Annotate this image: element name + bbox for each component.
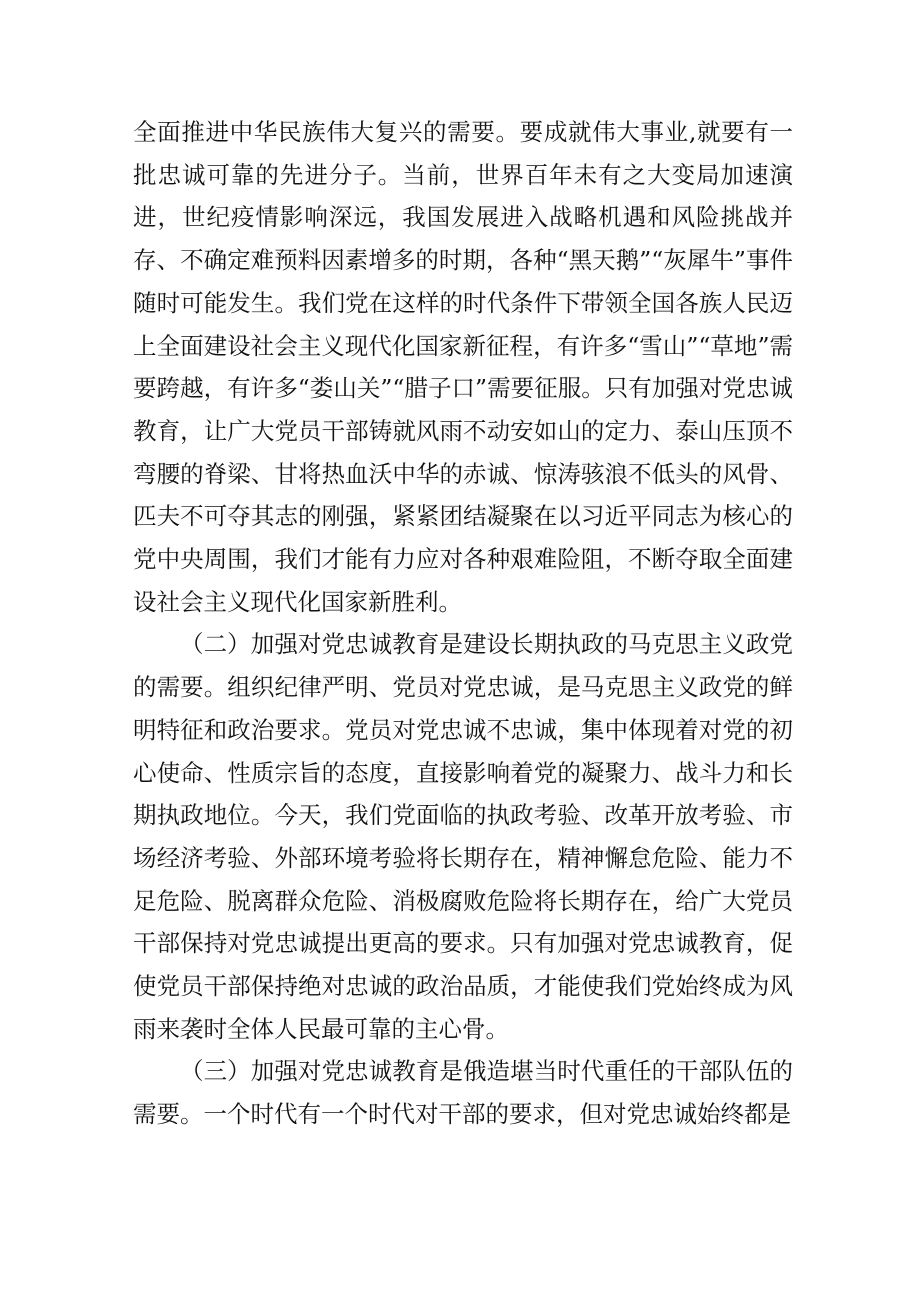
paragraph-2: （二）加强对党忠诚教育是建设长期执政的马克思主义政党的需要。组织纪律严明、党员对党忠诚，是马克思主义政党的鲜明特征和政治要求。党员对党忠诚不忠诚，集中体现着对党的初心使命、性质宗旨的态度，直接影响着党的凝聚力、战斗力和长期执政地位。今天，我们党面临的执政考验、改革开放考验、市场经济考验、外部环境考验将长期存在，精神懈怠危险、能力不足危险、脱离群众危险、消极腐败危险将长期存在，给广大党员干部保持对党忠诚提出更高的要求。只有加强对党忠诚教育，促使党员干部保持绝对忠诚的政治品质，才能使我们党始终成为风雨来袭时全体人民最可靠的主心骨。 — [133, 630, 793, 1043]
paragraph-3: （三）加强对党忠诚教育是俄造堪当时代重任的干部队伍的需要。一个时代有一个时代对干部的要求，但对党忠诚始终都是 — [133, 1057, 793, 1129]
paragraph-1: 全面推进中华民族伟大复兴的需要。要成就伟大事业,就要有一批忠诚可靠的先进分子。当前，世界百年未有之大变局加速演进，世纪疫情影响深远，我国发展进入战略机遇和风险挑战并存、不确定难预料因素增多的时期，各种“黑天鹅”“灰犀牛”事件随时可能发生。我们党在这样的时代条件下带领全国各族人民迈上全面建设社会主义现代化国家新征程，有许多“雪山”“草地”需要跨越，有许多“娄山关”“腊子口”需要征服。只有加强对党忠诚教育，让广大党员干部铸就风雨不动安如山的定力、泰山压顶不弯腰的脊梁、甘将热血沃中华的赤诚、惊涛骇浪不低头的风骨、匹夫不可夺其志的刚强，紧紧团结凝聚在以习近平同志为核心的党中央周围，我们才能有力应对各种艰难险阻，不断夺取全面建设社会主义现代化国家新胜利。 — [133, 118, 793, 616]
document-body — [133, 111, 793, 1136]
